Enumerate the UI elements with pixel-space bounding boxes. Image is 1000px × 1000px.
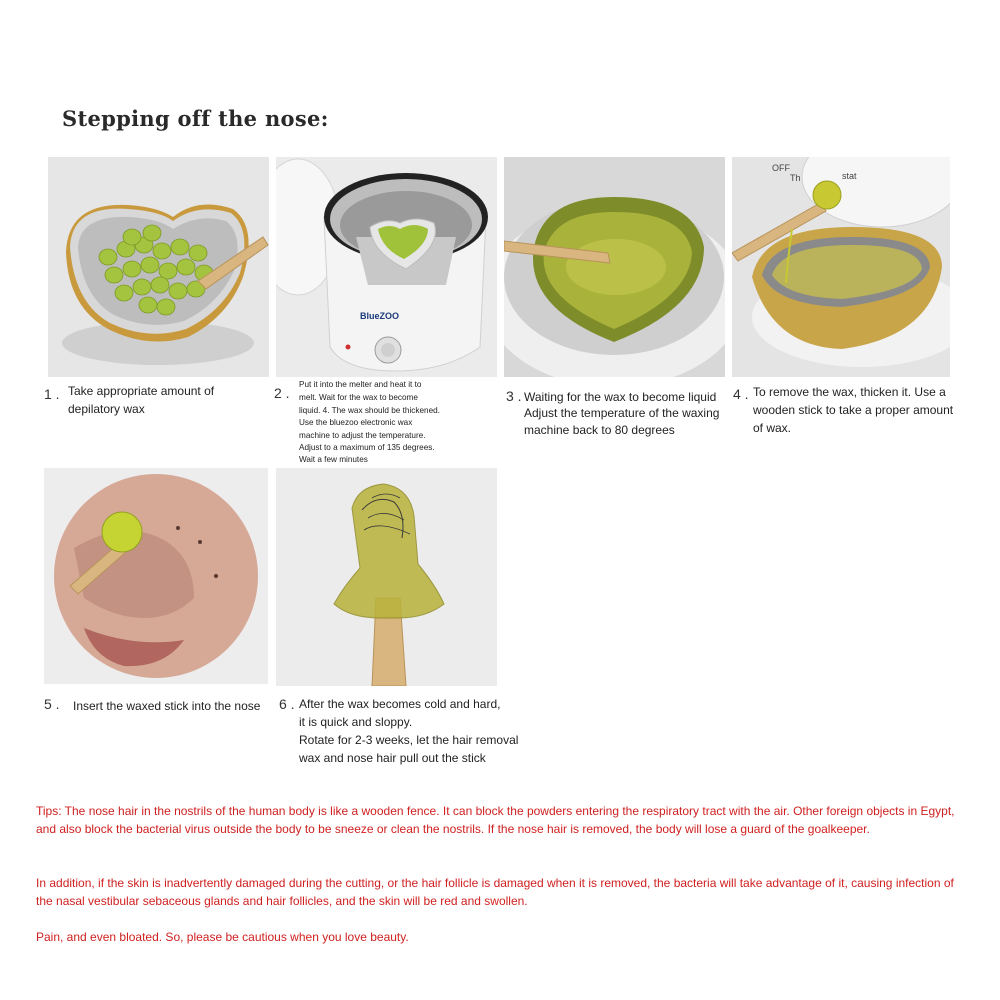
step-1-caption xyxy=(44,382,272,422)
step-text-line: machine back to 80 degrees xyxy=(524,423,675,437)
step-text-line: Adjust to a maximum of 135 degrees. xyxy=(299,443,435,452)
step-text-line: wax and nose hair pull out the stick xyxy=(299,751,486,765)
step-text-line: Wait a few minutes xyxy=(299,455,368,464)
step-number: 2 . xyxy=(274,385,290,401)
step-number: 3 . xyxy=(506,388,522,404)
step-4-caption xyxy=(733,383,995,439)
step-text-line: To remove the wax, thicken it. Use a xyxy=(753,385,946,399)
step-text-line: Put it into the melter and heat it to xyxy=(299,380,422,389)
step-text-line: melt. Wait for the wax to become xyxy=(299,393,418,402)
tips-text: Pain, and even bloated. So, please be cautious when you love beauty. xyxy=(36,930,409,944)
step-text-line: wooden stick to take a proper amount xyxy=(753,403,954,417)
step-number: 6 . xyxy=(279,696,295,712)
tips-text: In addition, if the skin is inadvertently damaged during the cutting, or the hair follicle is damaged when it is removed, the bacteria will take advantage of it, causing infection of the nasal vestibular sebaceous glands and hair follicles, and the skin will be red and swollen. xyxy=(36,876,954,908)
dial-label-stat: stat xyxy=(842,171,857,181)
step-2-caption xyxy=(274,379,500,467)
step-text-line: Waiting for the wax to become liquid xyxy=(524,390,717,404)
step-text-line: of wax. xyxy=(753,421,792,435)
tips-text: Tips: The nose hair in the nostrils of the human body is like a wooden fence. It can block the powders entering the respiratory tract with the air. Other foreign objects in Egypt, and also block the bacterial virus outside the body to be sneeze or clean the nostrils. If the nose hair is removed, the body will lose a guard of the goalkeeper. xyxy=(36,804,955,836)
dial-label-off: OFF xyxy=(772,163,790,173)
step-1-photo xyxy=(48,157,269,377)
step-4-photo xyxy=(732,157,950,377)
tips-paragraph-1 xyxy=(36,802,956,838)
step-text-line: Adjust the temperature of the waxing xyxy=(524,406,720,420)
step-number: 5 . xyxy=(44,696,60,712)
tips-paragraph-2 xyxy=(36,874,956,910)
melter-brand: BlueZOO xyxy=(360,311,400,321)
step-text-line: depilatory wax xyxy=(68,402,145,416)
step-3-photo xyxy=(504,157,725,377)
dial-label-th: Th xyxy=(790,173,801,183)
step-number: 4 . xyxy=(733,386,749,402)
step-number: 1 . xyxy=(44,386,60,402)
step-text-line: Take appropriate amount of xyxy=(68,384,215,398)
step-text-line: machine to adjust the temperature. xyxy=(299,431,426,440)
step-5-caption xyxy=(44,695,276,717)
step-2-photo xyxy=(276,157,497,377)
step-6-photo xyxy=(276,468,497,686)
page-title: Stepping off the nose: xyxy=(62,106,329,131)
step-3-caption xyxy=(506,387,732,443)
step-text-line: Use the bluezoo electronic wax xyxy=(299,418,413,427)
step-text-line: liquid. 4. The wax should be thickened. xyxy=(299,406,440,415)
step-5-photo xyxy=(44,468,268,684)
step-6-caption xyxy=(279,695,539,767)
tips-paragraph-3 xyxy=(36,928,956,946)
step-text-line: After the wax becomes cold and hard, xyxy=(299,697,501,711)
step-text-line: Rotate for 2-3 weeks, let the hair removal xyxy=(299,733,519,747)
step-text-line: Insert the waxed stick into the nose xyxy=(73,699,261,713)
step-text-line: it is quick and sloppy. xyxy=(299,715,413,729)
